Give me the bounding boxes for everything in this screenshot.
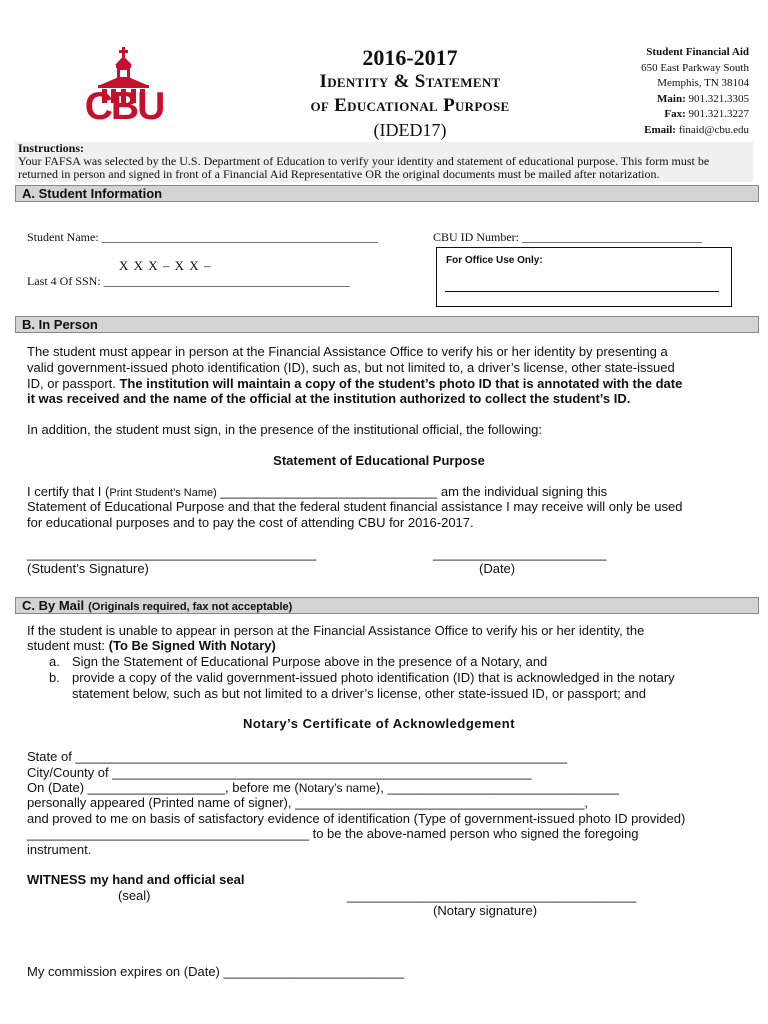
item-a-marker: a.: [49, 654, 60, 669]
section-b-p1-line3b: The institution will maintain a copy of the student’s photo ID that is annotated with the date: [119, 376, 683, 391]
section-c-header: [15, 597, 759, 614]
cbu-logo: [78, 45, 170, 127]
contact-fax: 901.321.3227: [688, 108, 749, 120]
notary-state-field[interactable]: State of ____________________________________________________________________: [27, 749, 568, 764]
section-c-subtitle: (Originals required, fax not acceptable): [88, 601, 293, 613]
student-date-line[interactable]: ________________________: [433, 546, 607, 561]
section-b-p2: In addition, the student must sign, in the presence of the institutional official, the following:: [27, 422, 543, 437]
certify-name-field[interactable]: ______________________________ am the individual signing this: [216, 484, 608, 499]
notary-signature-line[interactable]: ________________________________________: [347, 888, 637, 903]
form-title: [260, 46, 560, 142]
certify-line1a: I certify that I (: [27, 484, 110, 499]
contact-main-label: Main:: [657, 92, 686, 105]
form-title-line2: of Educational Purpose: [310, 95, 510, 116]
form-title-line1: Identity & Statement: [319, 71, 501, 92]
contact-street: 650 East Parkway South: [641, 61, 749, 74]
student-date-label: (Date): [479, 561, 516, 576]
certify-line2: Statement of Educational Purpose and that the federal student financial assistance I may receive will only be used: [27, 499, 683, 514]
student-signature-line[interactable]: ________________________________________: [27, 546, 317, 561]
proved-line: and proved to me on basis of satisfactory evidence of identification (Type of government-issued photo ID provided): [27, 811, 686, 826]
instructions-label: Instructions:: [18, 141, 85, 155]
contact-email-label: Email:: [644, 123, 676, 136]
contact-block: [641, 45, 749, 138]
contact-city: Memphis, TN 38104: [657, 77, 749, 89]
contact-office: Student Financial Aid: [646, 46, 749, 58]
contact-email[interactable]: finaid@cbu.edu: [678, 123, 749, 136]
section-b-header: [15, 316, 759, 333]
section-a-header: [15, 185, 759, 202]
section-c-p1-line2a: student must:: [27, 638, 109, 653]
logo-text: CBU: [84, 85, 164, 128]
form-code: (IDED17): [373, 120, 447, 140]
section-b-p1-line2: valid government-issued photo identification (ID), such as, but not limited to, a driver’s license, other state-issued: [27, 360, 675, 375]
signer-name-field[interactable]: personally appeared (Printed name of signer), ________________________________________,: [27, 795, 588, 810]
ssn-mask: X X X – X X –: [119, 258, 212, 273]
notary-date-field[interactable]: On (Date) ___________________, before me (: [27, 780, 299, 795]
form-year: 2016-2017: [362, 45, 458, 70]
section-b-p1-line3: [27, 376, 682, 392]
section-c-p1-line1: If the student is unable to appear in person at the Financial Assistance Office to verify his or her identity, the: [27, 623, 645, 638]
item-b-line2: statement below, such as but not limited to a driver’s license, other state-issued ID, or passport; and: [72, 686, 646, 701]
seal-label: (seal): [118, 888, 151, 903]
instructions-line2: returned in person and signed in front of a Financial Aid Representative OR the original documents must be mailed after notarization.: [18, 167, 660, 181]
office-use-box: [436, 247, 732, 307]
section-b-p1-line1: The student must appear in person at the Financial Assistance Office to verify his or her identity by presenting a: [27, 344, 668, 359]
notary-name-field[interactable]: ), ________________________________: [375, 780, 619, 795]
office-use-line: [445, 291, 719, 292]
section-c-p1-line2: [27, 638, 276, 654]
section-b-p1-line3a: ID, or passport.: [27, 376, 120, 391]
witness-text: WITNESS my hand and official seal: [27, 872, 245, 887]
item-b-marker: b.: [49, 670, 60, 685]
cbu-id-field[interactable]: CBU ID Number: ______________________________: [433, 230, 702, 244]
statement-title: Statement of Educational Purpose: [273, 453, 485, 468]
section-a-title: A. Student Information: [22, 186, 163, 201]
commission-field[interactable]: My commission expires on (Date) _________________________: [27, 964, 405, 979]
id-type-field[interactable]: _______________________________________ to be the above-named person who signed the foregoing: [27, 826, 639, 841]
notary-title: Notary’s Certificate of Acknowledgement: [242, 716, 516, 731]
instructions-box: [15, 142, 753, 182]
student-name-field[interactable]: Student Name: ______________________________________________: [27, 230, 378, 244]
ssn-field[interactable]: Last 4 Of SSN: _________________________________________: [27, 274, 350, 288]
section-b-title: B. In Person: [22, 317, 98, 332]
section-c-title: C. By Mail: [22, 598, 85, 613]
item-b-line1: provide a copy of the valid government-issued photo identification (ID) that is acknowledged in the notary: [72, 670, 675, 685]
student-signature-label: (Student’s Signature): [27, 561, 149, 576]
office-use-label: For Office Use Only:: [446, 255, 543, 266]
certify-line3: for educational purposes and to pay the cost of attending CBU for 2016-2017.: [27, 515, 474, 530]
section-c-signed-note: (To Be Signed With Notary): [108, 638, 276, 653]
notary-county-field[interactable]: City/County of __________________________________________________________: [27, 765, 532, 780]
notary-name-label: Notary’s name: [298, 781, 376, 795]
item-a-text: Sign the Statement of Educational Purpose above in the presence of a Notary, and: [72, 654, 548, 669]
certify-print-label: Print Student’s Name): [109, 487, 217, 499]
notary-signature-label: (Notary signature): [433, 903, 538, 918]
contact-main-phone: 901.321.3305: [688, 92, 749, 105]
section-b-p1-line4: it was received and the name of the official at the institution authorized to collect the student’s ID.: [27, 391, 631, 406]
contact-fax-label: Fax:: [664, 108, 686, 120]
instrument-text: instrument.: [27, 842, 92, 857]
instructions-line1: Your FAFSA was selected by the U.S. Department of Education to verify your identity and statement of educational purpose. This form must be: [18, 154, 710, 168]
